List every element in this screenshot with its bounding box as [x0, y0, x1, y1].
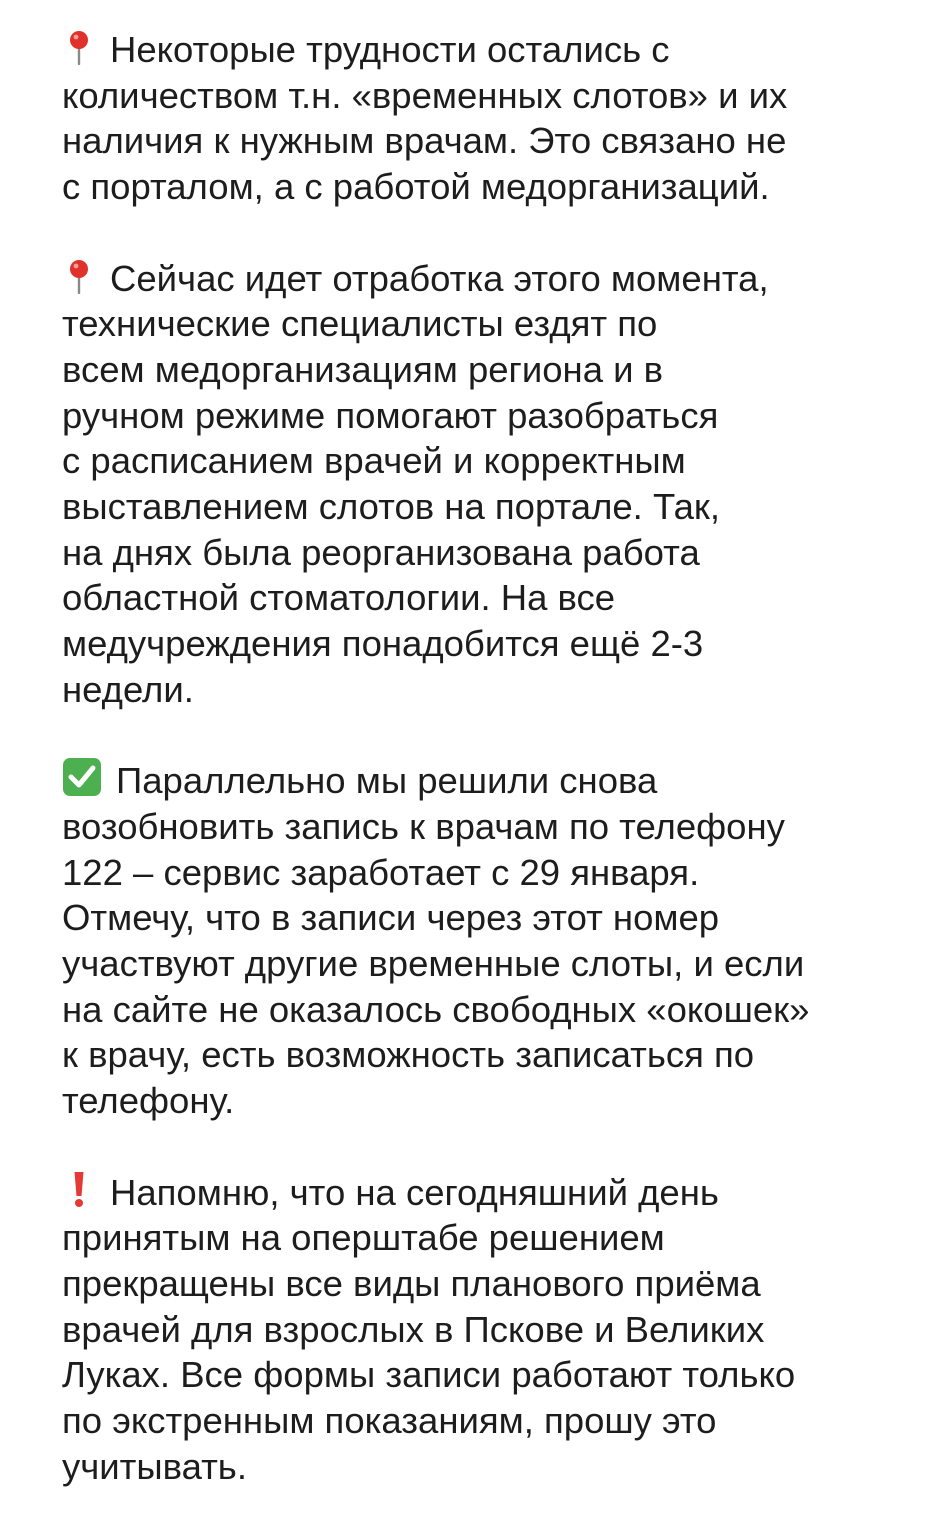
- paragraph-reminder: [62, 1170, 932, 1490]
- paragraph-slots-difficulties: [62, 27, 932, 210]
- text-line: Напомню, что на сегодняшний день: [62, 1170, 932, 1216]
- text-line: ручном режиме помогают разобраться: [62, 394, 719, 436]
- text-line: возобновить запись к врачам по телефону: [62, 805, 785, 847]
- text-line: с порталом, а с работой медорганизаций.: [62, 166, 770, 208]
- text-line: на днях была реорганизована работа: [62, 531, 700, 573]
- text-line: количеством т.н. «временных слотов» и их: [62, 74, 788, 116]
- text-line: Сейчас идет отработка этого момента,: [62, 256, 932, 302]
- round-pushpin-icon: [62, 258, 96, 294]
- text-line: областной стоматологии. На все: [62, 577, 616, 619]
- text-line: Луках. Все формы записи работают только: [62, 1354, 796, 1396]
- text-line: Некоторые трудности остались с: [62, 27, 932, 73]
- text-line: Параллельно мы решили снова: [62, 758, 932, 804]
- text-line: на сайте не оказалось свободных «окошек»: [62, 988, 810, 1030]
- text-line: 122 – сервис заработает с 29 января.: [62, 851, 700, 893]
- text-line: прекращены все виды планового приёма: [62, 1262, 761, 1304]
- text-line: телефону.: [62, 1080, 235, 1122]
- text-line: принятым на оперштабе решением: [62, 1217, 665, 1259]
- text-line: медучреждения понадобится ещё 2-3: [62, 623, 704, 665]
- round-pushpin-icon: [62, 29, 96, 65]
- text-line: наличия к нужным врачам. Это связано не: [62, 120, 787, 162]
- text-line: с расписанием врачей и корректным: [62, 440, 686, 482]
- text-line: учитывать.: [62, 1445, 247, 1487]
- text-line: врачей для взрослых в Пскове и Великих: [62, 1308, 765, 1350]
- text-line: Отмечу, что в записи через этот номер: [62, 897, 720, 939]
- text-line: недели.: [62, 668, 194, 710]
- text-line: выставлением слотов на портале. Так,: [62, 486, 721, 528]
- paragraph-phone-122: [62, 758, 932, 1124]
- text-line: по экстренным показаниям, прошу это: [62, 1400, 717, 1442]
- check-mark-button-icon: [62, 758, 102, 796]
- exclamation-mark-icon: [62, 1170, 96, 1208]
- text-line: всем медорганизациям региона и в: [62, 348, 664, 390]
- text-line: участвуют другие временные слоты, и если: [62, 943, 805, 985]
- text-line: к врачу, есть возможность записаться по: [62, 1034, 755, 1076]
- text-line: технические специалисты ездят по: [62, 303, 658, 345]
- post-body: [62, 27, 932, 1535]
- paragraph-work-in-progress: [62, 256, 932, 713]
